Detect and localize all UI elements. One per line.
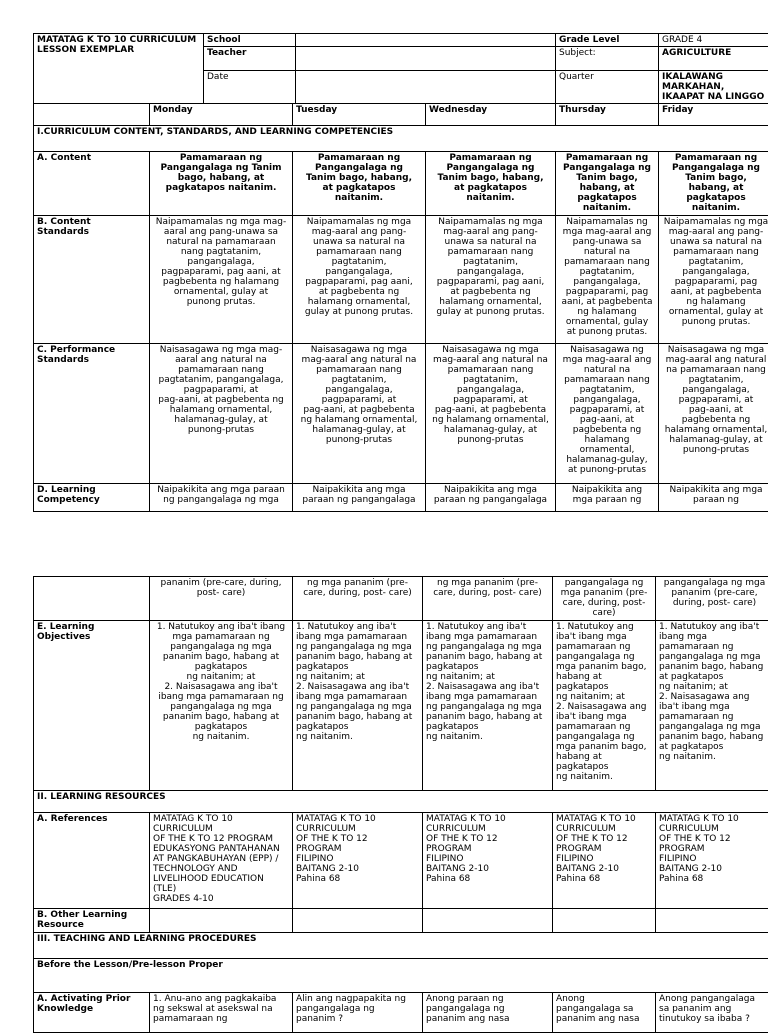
content-standards-cell: Naipamamalas ng mga mag-aaral ang pang- unawa sa natural na pamamaraan nang pagtatanim, pangangalaga, pagpaparami, pag aani, at pagbebenta ng halamang ornamental, gulay at punong prutas.	[659, 216, 768, 344]
content-standards-cell: Naipamamalas ng mga mag-aaral ang pang-unawa sa natural na pamamaraan nang pagtatanim, pangangalaga, pagpaparami, pag aani, at pagbebenta ng halamang ornamental, gulay at punong prutas.	[556, 216, 659, 344]
section-heading-resources: II. LEARNING RESOURCES	[34, 791, 768, 813]
row-label-activating-prior-knowledge: A. Activating Prior Knowledge	[34, 993, 150, 1033]
competency-cell: Naipakikita ang mga paraan ng	[659, 484, 768, 512]
lesson-exemplar-table	[33, 33, 768, 512]
teacher-label: Teacher	[204, 47, 296, 71]
day-header-monday: Monday	[150, 104, 293, 126]
grade-level-label: Grade Level	[556, 34, 659, 47]
section-heading-procedures: III. TEACHING AND LEARNING PROCEDURES	[34, 933, 768, 959]
day-header-wednesday: Wednesday	[426, 104, 556, 126]
other-resources-cell[interactable]	[150, 909, 293, 933]
competency-cell: Naipakikita ang mga paraan ng pangangalaga ng mga	[150, 484, 293, 512]
row-label-content-standards: B. Content Standards	[34, 216, 150, 344]
subject-label: Subject:	[556, 47, 659, 71]
objectives-cell: 1. Natutukoy ang iba't ibang mga pamamaraan ng pangangalaga ng mga pananim bago, habang at pagkatapos ng naitanim; at 2. Naisasagawa ang iba't ibang mga pamamaraan ng pangangalaga ng mga pananim bago, habang at pagkatapos ng naitanim.	[293, 621, 423, 791]
row-label-learning-objectives: E. Learning Objectives	[34, 621, 150, 791]
row-label-other-resources: B. Other Learning Resource	[34, 909, 150, 933]
competency-cont-cell: pangangalaga ng mga pananim (pre- care, during, post- care)	[553, 577, 656, 621]
quarter-value: IKALAWANG MARKAHAN, IKAAPAT NA LINGGO	[659, 71, 768, 104]
references-cell: MATATAG K TO 10 CURRICULUM OF THE K TO 12 PROGRAM FILIPINO BAITANG 2-10 Pahina 68	[656, 813, 768, 909]
activating-cell: Anong paraan ng pangangalaga ng pananim ang nasa	[423, 993, 553, 1033]
competency-cont-cell: ng mga pananim (pre- care, during, post- care)	[423, 577, 553, 621]
day-header-blank	[34, 104, 150, 126]
competency-cell: Naipakikita ang mga paraan ng pangangalaga	[426, 484, 556, 512]
other-resources-cell[interactable]	[293, 909, 423, 933]
section-heading-curriculum: I.CURRICULUM CONTENT, STANDARDS, AND LEARNING COMPETENCIES	[34, 126, 768, 152]
performance-standards-cell: Naisasagawa ng mga mag-aaral ang natural na pamamaraan nang pagtatanim, pangangalaga, pagpaparami, at pag-aani, at pagbebenta ng halamang ornamental, halamanag-gulay, at punong-prutas	[659, 344, 768, 484]
objectives-cell: 1. Natutukoy ang iba't ibang mga pamamaraan ng pangangalaga ng mga pananim bago, habang at pagkatapos ng naitanim; at 2. Naisasagawa ang iba't ibang mga pamamaraan ng pangangalaga ng mga pananim bago, habang at pagkatapos ng naitanim.	[553, 621, 656, 791]
activating-cell: Alin ang nagpapakita ng pangangalaga ng pananim ?	[293, 993, 423, 1033]
date-label: Date	[204, 71, 296, 104]
content-cell: Pamamaraan ng Pangangalaga ng Tanim bago, habang, at pagkatapos naitanim.	[426, 152, 556, 216]
subheading-before-lesson: Before the Lesson/Pre-lesson Proper	[34, 959, 768, 993]
references-cell: MATATAG K TO 10 CURRICULUM OF THE K TO 12 PROGRAM FILIPINO BAITANG 2-10 Pahina 68	[423, 813, 553, 909]
references-cell: MATATAG K TO 10 CURRICULUM OF THE K TO 12 PROGRAM EDUKASYONG PANTAHANAN AT PANGKABUHAYAN (EPP) / TECHNOLOGY AND LIVELIHOOD EDUCATION (TLE) GRADES 4-10	[150, 813, 293, 909]
grade-level-value: GRADE 4	[659, 34, 768, 47]
quarter-label: Quarter	[556, 71, 659, 104]
performance-standards-cell: Naisasagawa ng mga mag-aaral ang natural na pamamaraan nang pagtatanim, pangangalaga, pagpaparami, at pag-aani, at pagbebenta ng halamang ornamental, halamanag-gulay, at punong-prutas	[293, 344, 426, 484]
teacher-field[interactable]	[296, 47, 556, 71]
objectives-cell: 1. Natutukoy ang iba't ibang mga pamamaraan ng pangangalaga ng mga pananim bago, habang at pagkatapos ng naitanim; at 2. Naisasagawa ang iba't ibang mga pamamaraan ng pangangalaga ng mga pananim bago, habang at pagkatapos ng naitanim.	[150, 621, 293, 791]
content-standards-cell: Naipamamalas ng mga mag-aaral ang pang- unawa sa natural na pamamaraan nang pagtatanim, pangangalaga, pagpaparami, pag aani, at pagbebenta ng halamang ornamental, gulay at punong prutas.	[293, 216, 426, 344]
performance-standards-cell: Naisasagawa ng mga mag-aaral ang natural na pamamaraan nang pagtatanim, pangangalaga, pagpaparami, at pag-aani, at pagbebenta ng halamang ornamental, halamanag-gulay, at punong-prutas	[426, 344, 556, 484]
day-header-friday: Friday	[659, 104, 768, 126]
row-label-performance-standards: C. Performance Standards	[34, 344, 150, 484]
other-resources-cell[interactable]	[423, 909, 553, 933]
subject-value: AGRICULTURE	[659, 47, 768, 71]
school-field[interactable]	[296, 34, 556, 47]
competency-cont-cell: ng mga pananim (pre- care, during, post- care)	[293, 577, 423, 621]
activating-cell: Anong pangangalaga sa pananim ang nasa	[553, 993, 656, 1033]
objectives-cell: 1. Natutukoy ang iba't ibang mga pamamaraan ng pangangalaga ng mga pananim bago, habang at pagkatapos ng naitanim; at 2. Naisasagawa ang iba't ibang mga pamamaraan ng pangangalaga ng mga pananim bago, habang at pagkatapos ng naitanim.	[423, 621, 553, 791]
competency-cell: Naipakikita ang mga paraan ng pangangalaga	[293, 484, 426, 512]
content-cell: Pamamaraan ng Pangangalaga ng Tanim bago, habang, at pagkatapos naitanim.	[150, 152, 293, 216]
row-label-learning-competency: D. Learning Competency	[34, 484, 150, 512]
content-cell: Pamamaraan ng Pangangalaga ng Tanim bago, habang, at pagkatapos naitanim.	[556, 152, 659, 216]
document-title: MATATAG K TO 10 CURRICULUM LESSON EXEMPLAR	[34, 34, 204, 104]
date-field[interactable]	[296, 71, 556, 104]
performance-standards-cell: Naisasagawa ng mga mag-aaral ang natural na pamamaraan nang pagtatanim, pangangalaga, pagpaparami, at pag-aani, at pagbebenta ng halamang ornamental, halamanag-gulay, at punong-prutas	[556, 344, 659, 484]
other-resources-cell[interactable]	[656, 909, 768, 933]
content-cell: Pamamaraan ng Pangangalaga ng Tanim bago, habang, at pagkatapos naitanim.	[659, 152, 768, 216]
competency-cont-cell: pananim (pre-care, during, post- care)	[150, 577, 293, 621]
references-cell: MATATAG K TO 10 CURRICULUM OF THE K TO 12 PROGRAM FILIPINO BAITANG 2-10 Pahina 68	[293, 813, 423, 909]
row-label-references: A. References	[34, 813, 150, 909]
objectives-cell: 1. Natutukoy ang iba't ibang mga pamamaraan ng pangangalaga ng mga pananim bago, habang at pagkatapos ng naitanim; at 2. Naisasagawa ang iba't ibang mga pamamaraan ng pangangalaga ng mga pananim bago, habang at pagkatapos ng naitanim.	[656, 621, 768, 791]
competency-cell: Naipakikita ang mga paraan ng	[556, 484, 659, 512]
competency-cont-cell: pangangalaga ng mga pananim (pre-care, during, post- care)	[656, 577, 768, 621]
activating-cell: 1. Anu-ano ang pagkakaiba ng sekswal at asekswal na pamamaraan ng	[150, 993, 293, 1033]
row-label-content: A. Content	[34, 152, 150, 216]
day-header-tuesday: Tuesday	[293, 104, 426, 126]
references-cell: MATATAG K TO 10 CURRICULUM OF THE K TO 12 PROGRAM FILIPINO BAITANG 2-10 Pahina 68	[553, 813, 656, 909]
content-standards-cell: Naipamamalas ng mga mag- aaral ang pang-unawa sa natural na pamamaraan nang pagtatanim, pangangalaga, pagpaparami, pag aani, at pagbebenta ng halamang ornamental, gulay at punong prutas.	[150, 216, 293, 344]
school-label: School	[204, 34, 296, 47]
row-label-blank	[34, 577, 150, 621]
other-resources-cell[interactable]	[553, 909, 656, 933]
lesson-exemplar-table-continued	[33, 576, 768, 1033]
content-standards-cell: Naipamamalas ng mga mag-aaral ang pang- unawa sa natural na pamamaraan nang pagtatanim, pangangalaga, pagpaparami, pag aani, at pagbebenta ng halamang ornamental, gulay at punong prutas.	[426, 216, 556, 344]
performance-standards-cell: Naisasagawa ng mga mag- aaral ang natural na pamamaraan nang pagtatanim, pangangalaga, pagpaparami, at pag-aani, at pagbebenta ng halamang ornamental, halamanag-gulay, at punong-prutas	[150, 344, 293, 484]
content-cell: Pamamaraan ng Pangangalaga ng Tanim bago, habang, at pagkatapos naitanim.	[293, 152, 426, 216]
day-header-thursday: Thursday	[556, 104, 659, 126]
activating-cell: Anong pangangalaga sa pananim ang tinutukoy sa ibaba ?	[656, 993, 768, 1033]
